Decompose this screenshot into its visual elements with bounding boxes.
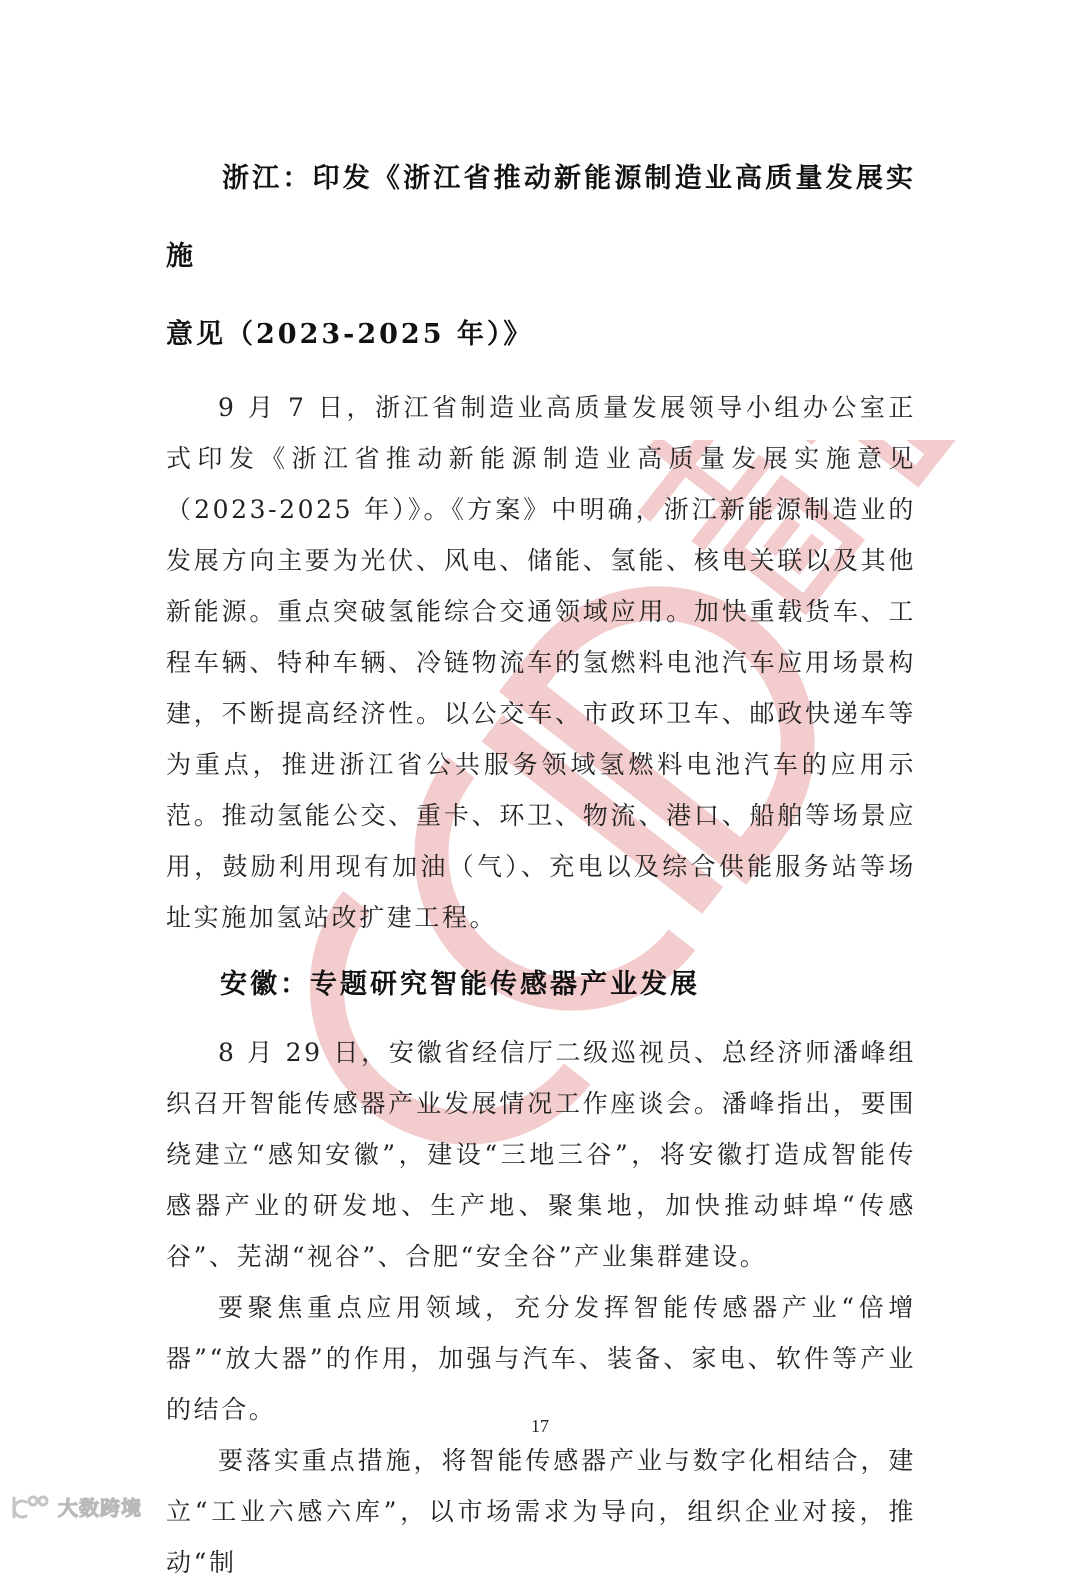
section-zhejiang [166,140,916,943]
body-paragraph: 9 月 7 日，浙江省制造业高质量发展领导小组办公室正式印发《浙江省推动新能源制造业高质量发展实施意见（2023-2025 年）》。《方案》中明确，浙江新能源制造业的发展方向主要为光伏、风电、储能、氢能、核电关联以及其他新能源。重点突破氢能综合交通领域应用。加快重载货车、工程车辆、特种车辆、冷链物流车的氢燃料电池汽车应用场景构建，不断提高经济性。以公交车、市政环卫车、邮政快递车等为重点，推进浙江省公共服务领域氢燃料电池汽车的应用示范。推动氢能公交、重卡、环卫、物流、港口、船舶等场景应用，鼓励利用现有加油（气）、充电以及综合供能服务站等场址实施加氢站改扩建工程。 [166,393,916,932]
section-heading: 安徽：专题研究智能传感器产业发展 [220,969,700,1000]
page-number: 17 [531,1416,549,1436]
body-paragraph: 要聚焦重点应用领域，充分发挥智能传感器产业“倍增器”“放大器”的作用，加强与汽车、装备、家电、软件等产业的结合。 [166,1293,916,1424]
body-paragraph: 8 月 29 日，安徽省经信厅二级巡视员、总经济师潘峰组织召开智能传感器产业发展情况工作座谈会。潘峰指出，要围绕建立“感知安徽”，建设“三地三谷”，将安徽打造成智能传感器产业的研发地、生产地、聚集地，加快推动蚌埠“传感谷”、芜湖“视谷”、合肥“安全谷”产业集群建设。 [166,1038,916,1271]
section-heading-continued: 意见（2023-2025 年）》 [166,319,534,350]
kbo-logo-icon [10,1494,52,1520]
section-anhui [166,955,916,1588]
section-heading: 浙江：印发《浙江省推动新能源制造业高质量发展实施 [166,163,916,272]
document-body [166,140,916,1588]
body-paragraph: 要落实重点措施，将智能传感器产业与数字化相结合，建立“工业六感六库”，以市场需求为导向，组织企业对接，推动“制 [166,1446,916,1577]
logo-text: 大数跨境 [58,1496,142,1520]
source-logo [10,1492,142,1521]
